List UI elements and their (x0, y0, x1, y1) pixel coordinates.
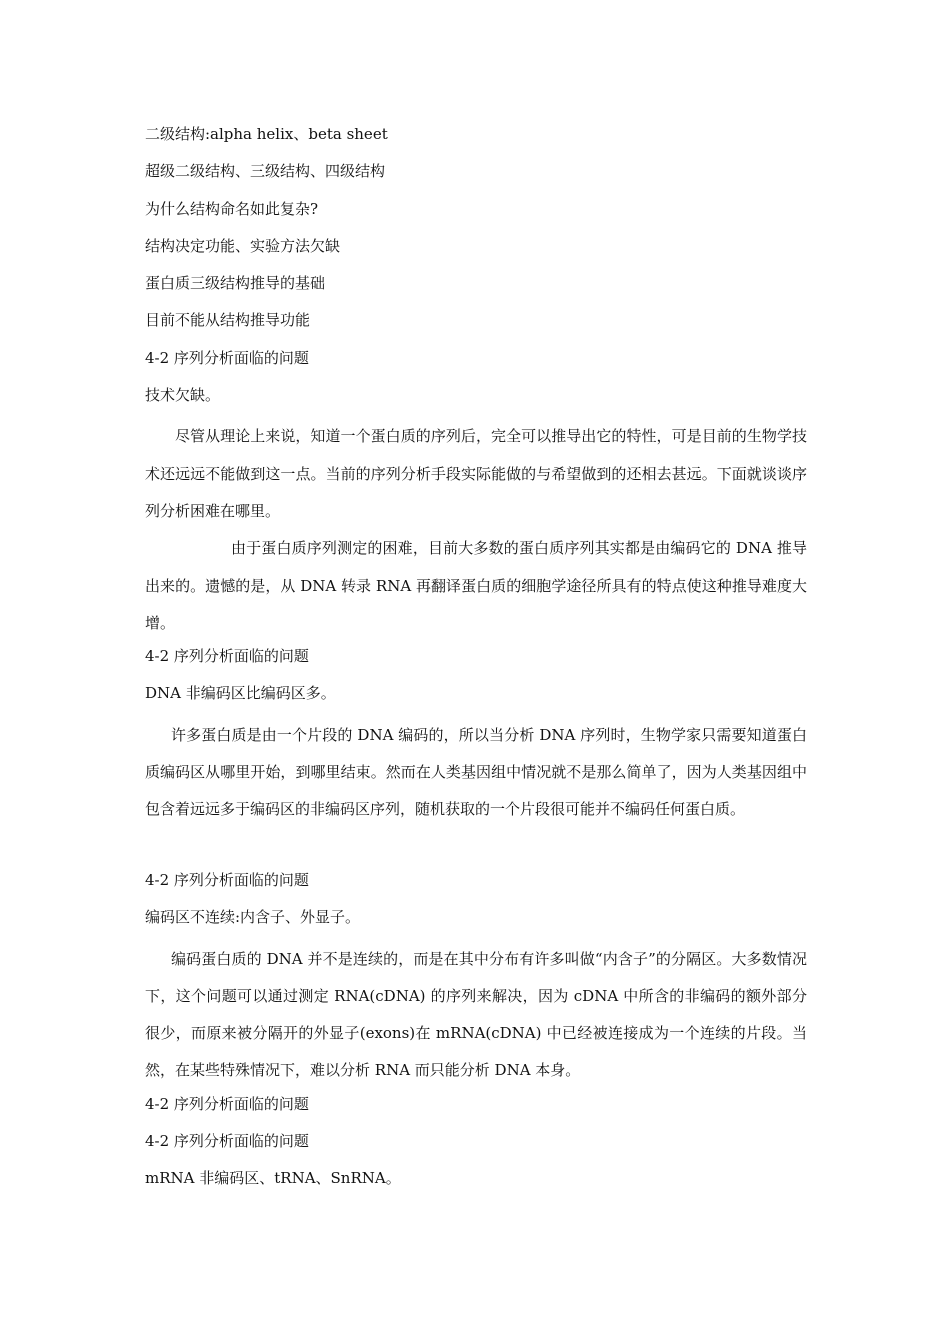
section-heading: 4-2 序列分析面临的问题 (145, 1132, 309, 1151)
text-line: 目前不能从结构推导功能 (145, 311, 311, 330)
paragraph: 许多蛋白质是由一个片段的 DNA 编码的，所以当分析 DNA 序列时，生物学家只需要知道蛋白质编码区从哪里开始，到哪里结束。然而在人类基因组中情况就不是那么简单了，因为人类基因组中包含着远远多于编码区的非编码区序列，随机获取的一个片段很可能并不编码任何蛋白质。 (145, 725, 807, 819)
text-line: 为什么结构命名如此复杂? (145, 199, 319, 218)
section-heading: 4-2 序列分析面临的问题 (145, 870, 309, 889)
section-heading: 4-2 序列分析面临的问题 (145, 647, 309, 666)
blank-line (145, 829, 807, 866)
text-line: 蛋白质三级结构推导的基础 (145, 274, 326, 293)
text-line: 二级结构:alpha helix、beta sheet (145, 125, 388, 143)
section-heading: 4-2 序列分析面临的问题 (145, 348, 309, 367)
paragraph: 尽管从理论上来说，知道一个蛋白质的序列后，完全可以推导出它的特性，可是目前的生物学技术还远远不能做到这一点。当前的序列分析手段实际能做的与希望做到的还相去甚远。下面就谈谈序列分析困难在哪里。 (145, 427, 807, 520)
paragraph: 编码蛋白质的 DNA 并不是连续的，而是在其中分布有许多叫做“内含子”的分隔区。大多数情况下，这个问题可以通过测定 RNA(cDNA) 的序列来解决，因为 cDNA 中所含的非编码的额外部分很少，而原来被分隔开的外显子(exons)在 mRNA(cDNA) 中已经被连接成为一个连续的片段。当然，在某些特殊情况下，难以分析 RNA 而只能分析 DNA 本身。 (145, 949, 807, 1080)
section-subheading: mRNA 非编码区、tRNA、SnRNA。 (145, 1169, 401, 1188)
text-line: 结构决定功能、实验方法欠缺 (145, 236, 341, 255)
paragraph: 由于蛋白质序列测定的困难，目前大多数的蛋白质序列其实都是由编码它的 DNA 推导出来的。遗憾的是，从 DNA 转录 RNA 再翻译蛋白质的细胞学途径所具有的特点使这种推导难度大增。 (145, 539, 807, 632)
document-body (145, 120, 807, 1202)
text-line: 超级二级结构、三级结构、四级结构 (145, 162, 386, 181)
section-subheading: DNA 非编码区比编码区多。 (145, 684, 336, 703)
section-heading: 4-2 序列分析面临的问题 (145, 1094, 309, 1113)
section-subheading: 编码区不连续:内含子、外显子。 (145, 908, 361, 927)
section-subheading: 技术欠缺。 (145, 386, 221, 405)
